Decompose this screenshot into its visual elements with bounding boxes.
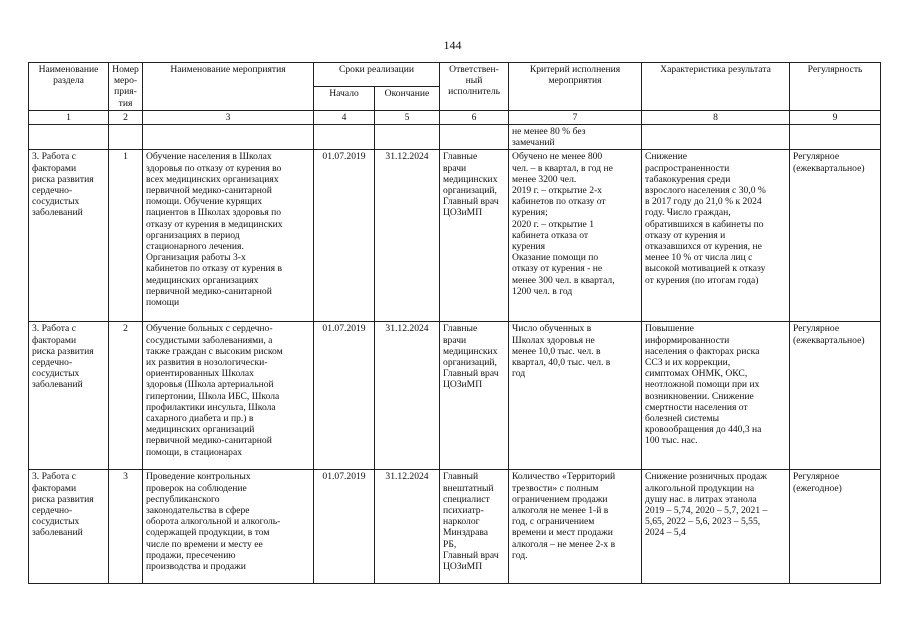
number-cell: 2: [109, 322, 143, 470]
header-number: Номер меро- прия- тия: [109, 63, 143, 111]
empty-cell: [790, 125, 881, 150]
column-number: 1: [29, 110, 109, 124]
activity-cell: Обучение населения в Школах здоровья по отказу от курения во всех медицинских организациях первичной медико-санитарной помощи. Обучение курящих пациентов в Школах здоровья по отказу от курения в медицинских организациях в период стационарного лечения. Организация работы 3-х кабинетов по отказу от курения в медицинских организациях первичной медико-санитарной помощи: [143, 150, 314, 322]
responsible-cell: Главные врачи медицинских организаций, Главный врач ЦОЗиМП: [440, 150, 509, 322]
number-cell: 1: [109, 150, 143, 322]
header-section: Наименование раздела: [29, 63, 109, 111]
regularity-cell: Регулярное (ежеквартальное): [790, 322, 881, 470]
header-row: [29, 63, 881, 87]
start-date-cell: 01.07.2019: [314, 322, 375, 470]
regularity-cell: Регулярное (ежегодное): [790, 470, 881, 584]
activity-cell: Проведение контрольных проверок на соблюдение республиканского законодательства в сфере оборота алкогольной и алкоголь- содержащей продукции, в том числе по времени и месту ее продажи, пресечению производства и продажи: [143, 470, 314, 584]
regularity-cell: Регулярное (ежеквартальное): [790, 150, 881, 322]
table-row: [29, 322, 881, 470]
empty-cell: [440, 125, 509, 150]
table-row: [29, 470, 881, 584]
activity-cell: Обучение больных с сердечно- сосудистыми заболеваниями, а также граждан с высоким риском их развития в нозологически- ориентированных Школах здоровья (Школа артериальной гипертонии, Школа ИБС, Школа профилактики инсульта, Школа сахарного диабета и пр.) в медицинских организаций первичной медико-санитарной помощи, в стационарах: [143, 322, 314, 470]
result-cell: Снижение розничных продаж алкогольной продукции на душу нас. в литрах этанола 2019 – 5,74, 2020 – 5,7, 2021 – 5,65, 2022 – 5,6, 2023 – 5,55, 2024 – 5,4: [642, 470, 790, 584]
criterion-cell: Обучено не менее 800 чел. – в квартал, в год не менее 3200 чел. 2019 г. – открытие 2-х кабинетов по отказу от курения; 2020 г. – открытие 1 кабинета отказа от курения Оказание помощи по отказу от курения - не менее 300 чел. в квартал, 1200 чел. в год: [509, 150, 642, 322]
page-number: 144: [443, 38, 462, 52]
column-number: 4: [314, 110, 375, 124]
criterion-cell: Число обученных в Школах здоровья не менее 10,0 тыс. чел. в квартал, 40,0 тыс. чел. в год: [509, 322, 642, 470]
empty-cell: [29, 125, 109, 150]
empty-cell: [314, 125, 375, 150]
section-cell: 3. Работа с факторами риска развития сердечно- сосудистых заболеваний: [29, 150, 109, 322]
empty-cell: [109, 125, 143, 150]
end-date-cell: 31.12.2024: [375, 470, 440, 584]
result-cell: Повышение информированности населения о факторах риска ССЗ и их коррекции, симптомах ОНМК, ОКС, неотложной помощи при их возникновении. Снижение смертности населения от болезней системы кровообращения до 440,3 на 100 тыс. нас.: [642, 322, 790, 470]
section-cell: 3. Работа с факторами риска развития сердечно- сосудистых заболеваний: [29, 470, 109, 584]
column-number: 5: [375, 110, 440, 124]
continuation-row: [29, 125, 881, 150]
responsible-cell: Главные врачи медицинских организаций, Главный врач ЦОЗиМП: [440, 322, 509, 470]
table-row: [29, 150, 881, 322]
column-number: 8: [642, 110, 790, 124]
responsible-cell: Главный внештатный специалист психиатр- нарколог Минздрава РБ, Главный врач ЦОЗиМП: [440, 470, 509, 584]
header-criterion: Критерий исполнения мероприятия: [509, 63, 642, 111]
column-number: 6: [440, 110, 509, 124]
header-start: Начало: [314, 86, 375, 110]
activity-plan-table: [28, 62, 881, 584]
header-activity: Наименование мероприятия: [143, 63, 314, 111]
section-cell: 3. Работа с факторами риска развития сердечно- сосудистых заболеваний: [29, 322, 109, 470]
column-number: 2: [109, 110, 143, 124]
criterion-cell: не менее 80 % без замечаний: [509, 125, 642, 150]
column-number: 7: [509, 110, 642, 124]
header-responsible: Ответствен- ный исполнитель: [440, 63, 509, 111]
header-regularity: Регулярность: [790, 63, 881, 111]
number-cell: 3: [109, 470, 143, 584]
empty-cell: [642, 125, 790, 150]
result-cell: Снижение распространенности табакокурения среди взрослого населения с 30,0 % в 2017 году до 21,0 % к 2024 году. Число граждан, обратившихся в кабинеты по отказу от курения и отказавшихся от курения, не менее 10 % от числа лиц с высокой мотивацией к отказу от курения (по итогам года): [642, 150, 790, 322]
column-number-row: [29, 110, 881, 124]
start-date-cell: 01.07.2019: [314, 470, 375, 584]
empty-cell: [143, 125, 314, 150]
start-date-cell: 01.07.2019: [314, 150, 375, 322]
header-end: Окончание: [375, 86, 440, 110]
end-date-cell: 31.12.2024: [375, 150, 440, 322]
column-number: 3: [143, 110, 314, 124]
header-result: Характеристика результата: [642, 63, 790, 111]
empty-cell: [375, 125, 440, 150]
header-period: Сроки реализации: [314, 63, 440, 87]
criterion-cell: Количество «Территорий трезвости» с полным ограничением продажи алкоголя не менее 1-й в год, с ограничением времени и мест продажи алкоголя – не менее 2-х в год.: [509, 470, 642, 584]
column-number: 9: [790, 110, 881, 124]
end-date-cell: 31.12.2024: [375, 322, 440, 470]
